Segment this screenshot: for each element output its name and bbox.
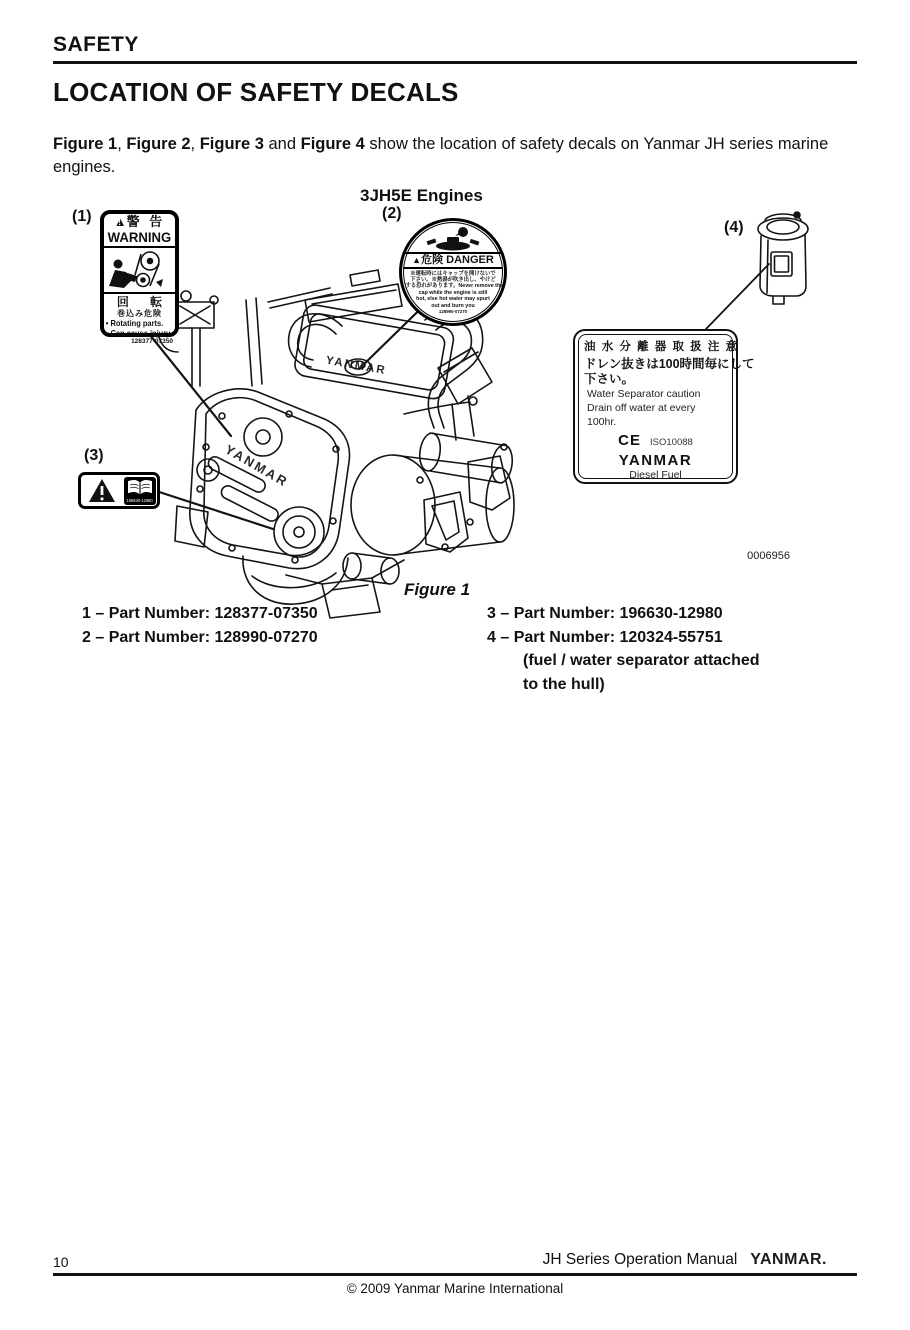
- leader-line-4: [706, 264, 769, 329]
- warning-bullet-1: • Rotating parts.: [105, 318, 164, 328]
- separator-jp-line-2: 下さい。: [584, 372, 635, 386]
- entanglement-jp-text: 巻込み危険: [117, 309, 162, 318]
- flywheel-housing: [343, 455, 514, 584]
- part-list-note: to the hull): [523, 675, 605, 693]
- intro-separator: ,: [190, 135, 200, 153]
- danger-title-band: [404, 252, 502, 269]
- danger-decal-inner-ring: [403, 222, 503, 322]
- engine-front-fittings: [158, 288, 332, 386]
- exhaust-elbow: [425, 308, 492, 440]
- yanmar-logo: YANMAR.: [750, 1251, 827, 1268]
- danger-line: out and burn you: [431, 302, 475, 309]
- warning-triangle-icon: ▲ !: [114, 214, 127, 229]
- part-list-note: (fuel / water separator attached: [523, 652, 760, 669]
- intro-separator: and: [263, 135, 301, 153]
- decal-read-manual: [78, 472, 160, 509]
- dipstick: [404, 402, 470, 414]
- callout-2: (2): [382, 205, 402, 222]
- separator-jp-title: 油 水 分 離 器 取 扱 注 意: [584, 341, 739, 353]
- water-separator-sketch: [758, 212, 808, 304]
- figure-ref-2: Figure 2: [126, 135, 191, 153]
- decal-warning-rotating-parts: [100, 210, 179, 345]
- part-list-item: 3 – Part Number: 196630-12980: [487, 605, 723, 622]
- part-list-item: 1 – Part Number: 128377-07350: [82, 605, 318, 622]
- callout-4: (4): [724, 219, 744, 236]
- iso-code: ISO10088: [650, 437, 693, 448]
- page-number: 10: [53, 1254, 69, 1270]
- danger-part-number: 128990-07270: [438, 308, 468, 314]
- figure-1-illustration: [0, 185, 910, 615]
- figure-ref-4: Figure 4: [300, 135, 365, 153]
- danger-line: する恐れがあります。Never remove the: [405, 283, 504, 290]
- part-list-item: 4 – Part Number: 120324-55751: [487, 628, 723, 646]
- danger-line: ※運転時にはキャップを開けないで: [410, 270, 496, 277]
- rotation-jp-text: 回 転: [116, 295, 172, 309]
- warning-header: [104, 214, 175, 230]
- ce-mark-icon: CE: [618, 432, 642, 449]
- manual-title: JH Series Operation Manual: [542, 1251, 738, 1268]
- front-gear-cover: [190, 389, 350, 569]
- separator-en-line-3: 100hr.: [587, 416, 617, 428]
- danger-line: hot, else hot water may spurt: [416, 296, 490, 303]
- page-title: LOCATION OF SAFETY DECALS: [53, 77, 459, 107]
- decal-danger-coolant-cap: [399, 218, 507, 326]
- header-rule: [53, 61, 857, 64]
- danger-caution-text: [405, 270, 504, 314]
- callout-1: (1): [72, 208, 92, 225]
- section-heading: SAFETY: [53, 33, 139, 56]
- warning-triangle-icon: ▲: [412, 255, 422, 265]
- belt-entanglement-pictogram: [104, 246, 175, 294]
- warning-bullet-2: • Can cause injury.: [105, 328, 172, 338]
- engine-brand-text: YANMAR: [324, 354, 388, 378]
- part-list-item: 2 – Part Number: 128990-07270: [82, 628, 318, 646]
- engine-model-title: 3JH5E Engines: [360, 186, 483, 205]
- heat-exchanger: [417, 432, 514, 484]
- image-number: 0006956: [747, 550, 790, 562]
- part-list-right-column: [487, 602, 760, 696]
- certification-row: [584, 432, 727, 450]
- leader-line-3: [150, 489, 273, 529]
- footer-rule: [53, 1273, 857, 1276]
- danger-line: cap while the engine is still: [418, 289, 488, 296]
- part-list-left-column: [82, 602, 318, 649]
- figure-ref-1: Figure 1: [53, 135, 118, 153]
- radiator-cap-icon: [421, 226, 485, 251]
- manual-book-panel: [124, 477, 156, 505]
- alert-triangle-icon: [81, 475, 122, 506]
- warning-jp-title: 警 告: [126, 214, 166, 229]
- intro-text: show the location of safety decals on Yanmar JH series marine engines.: [53, 135, 829, 176]
- footer-right-group: [0, 1251, 827, 1269]
- danger-line: 下さい。※熱湯が吹き出し、やけど: [410, 276, 496, 283]
- warning-en-title: WARNING: [107, 229, 172, 245]
- leader-line-1: [146, 330, 231, 436]
- intro-paragraph: [53, 133, 853, 179]
- callout-3: (3): [84, 447, 104, 464]
- warning-part-number: 128377-07350: [131, 338, 173, 345]
- separator-fuel-type: Diesel Fuel: [629, 469, 682, 481]
- figure-caption: Figure 1: [403, 580, 471, 599]
- decal-water-separator: [573, 329, 755, 484]
- open-book-icon: [125, 478, 155, 498]
- engine-intake: [289, 270, 402, 367]
- figure-ref-3: Figure 3: [199, 135, 264, 153]
- separator-decal-inner-border: [578, 334, 755, 481]
- intro-separator: ,: [117, 135, 127, 153]
- separator-jp-line-1: ドレン抜きは100時間毎にして: [584, 357, 755, 371]
- danger-title: 危険 DANGER: [421, 254, 494, 266]
- copyright-text: © 2009 Yanmar Marine International: [346, 1281, 564, 1296]
- separator-en-line-2: Drain off water at every: [587, 402, 696, 414]
- oil-filler-cap: [345, 359, 371, 375]
- engine-brand-text: YANMAR: [222, 441, 292, 491]
- separator-en-line-1: Water Separator caution: [587, 388, 701, 400]
- manual-part-number: 196630-12980: [126, 498, 153, 503]
- separator-brand: YANMAR: [618, 452, 693, 469]
